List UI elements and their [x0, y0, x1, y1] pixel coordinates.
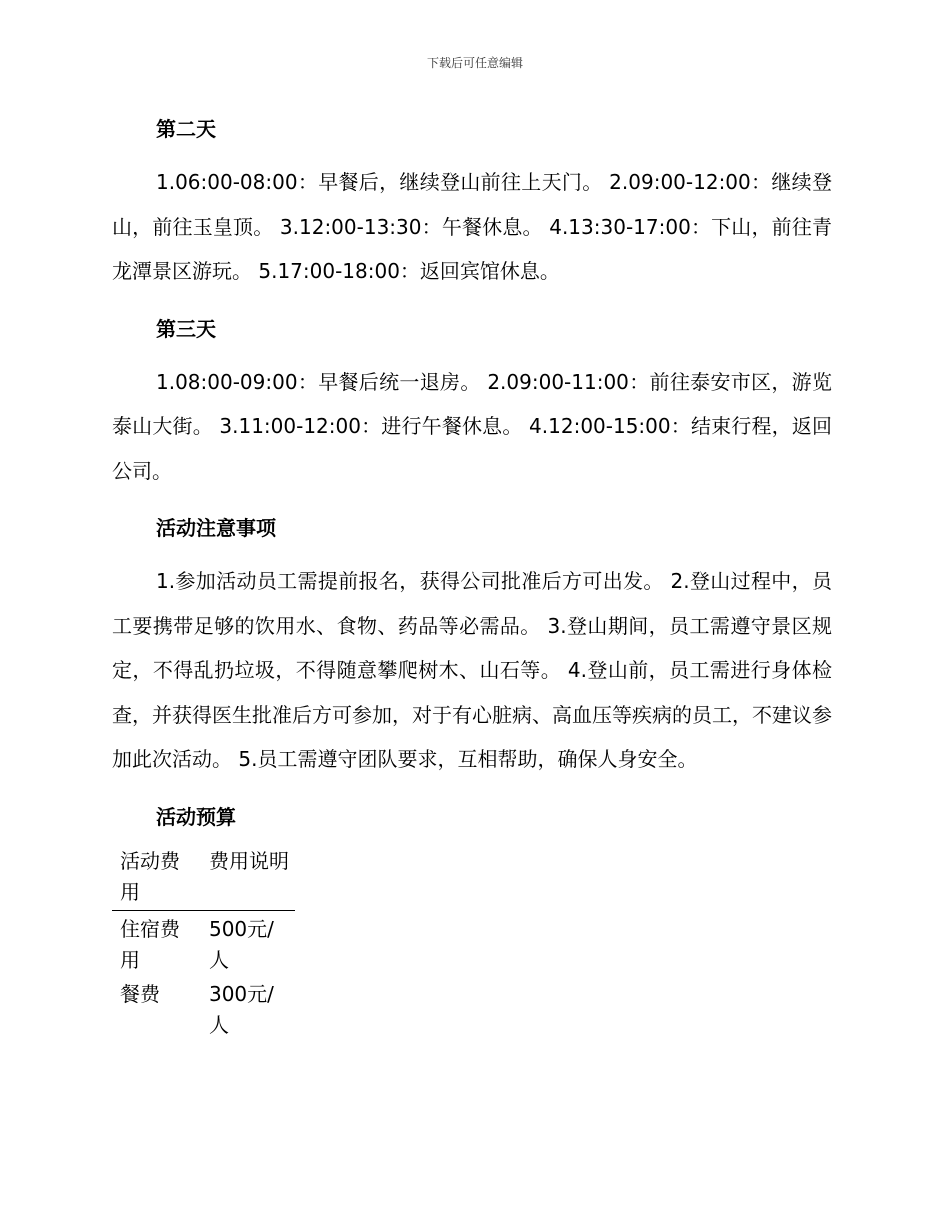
day3-heading: 第三天: [156, 316, 216, 341]
section-day2: [112, 112, 832, 294]
budget-heading: 活动预算: [156, 804, 236, 829]
section-budget: [112, 800, 832, 1041]
table-header-row: [112, 846, 295, 911]
day2-paragraph: 1.06:00-08:00：早餐后，继续登山前往上天门。 2.09:00-12:00：继续登山，前往玉皇顶。 3.12:00-13:30：午餐休息。 4.13:30-17:00：下山，前往青龙潭景区游玩。 5.17:00-18:00：返回宾馆休息。: [112, 170, 832, 283]
section-day3: [112, 312, 832, 494]
table-row: [112, 976, 295, 1041]
day3-paragraph: 1.08:00-09:00：早餐后统一退房。 2.09:00-11:00：前往泰安市区，游览泰山大街。 3.11:00-12:00：进行午餐休息。 4.12:00-15:00：结束行程，返回公司。: [112, 369, 832, 483]
column-header-fee: 活动费用: [112, 846, 201, 911]
budget-table: [112, 846, 295, 1041]
page-header: 下载后可任意编辑: [426, 56, 523, 70]
notes-paragraph: 1.参加活动员工需提前报名，获得公司批准后方可出发。 2.登山过程中，员工要携带足够的饮用水、食物、药品等必需品。 3.登山期间，员工需遵守景区规定，不得乱扔垃圾，不得随意攀爬树木、山石等。 4.登山前，员工需进行身体检查，并获得医生批准后方可参加，对于有心脏病、高血压等疾病的员工，不建议参加此次活动。 5.员工需遵守团队要求，互相帮助，确保人身安全。: [112, 569, 832, 771]
section-notes: [112, 511, 832, 782]
column-header-description: 费用说明: [201, 846, 295, 911]
table-cell-description: 300元/人: [208, 981, 274, 1037]
table-row: [112, 910, 295, 976]
notes-heading: 活动注意事项: [156, 516, 276, 540]
table-cell-fee: 住宿费用: [120, 916, 180, 972]
table-cell-description: 500元/人: [208, 916, 274, 972]
table-cell-fee: 餐费: [120, 981, 160, 1006]
document-body: [112, 112, 832, 1041]
day2-heading: 第二天: [156, 117, 216, 141]
